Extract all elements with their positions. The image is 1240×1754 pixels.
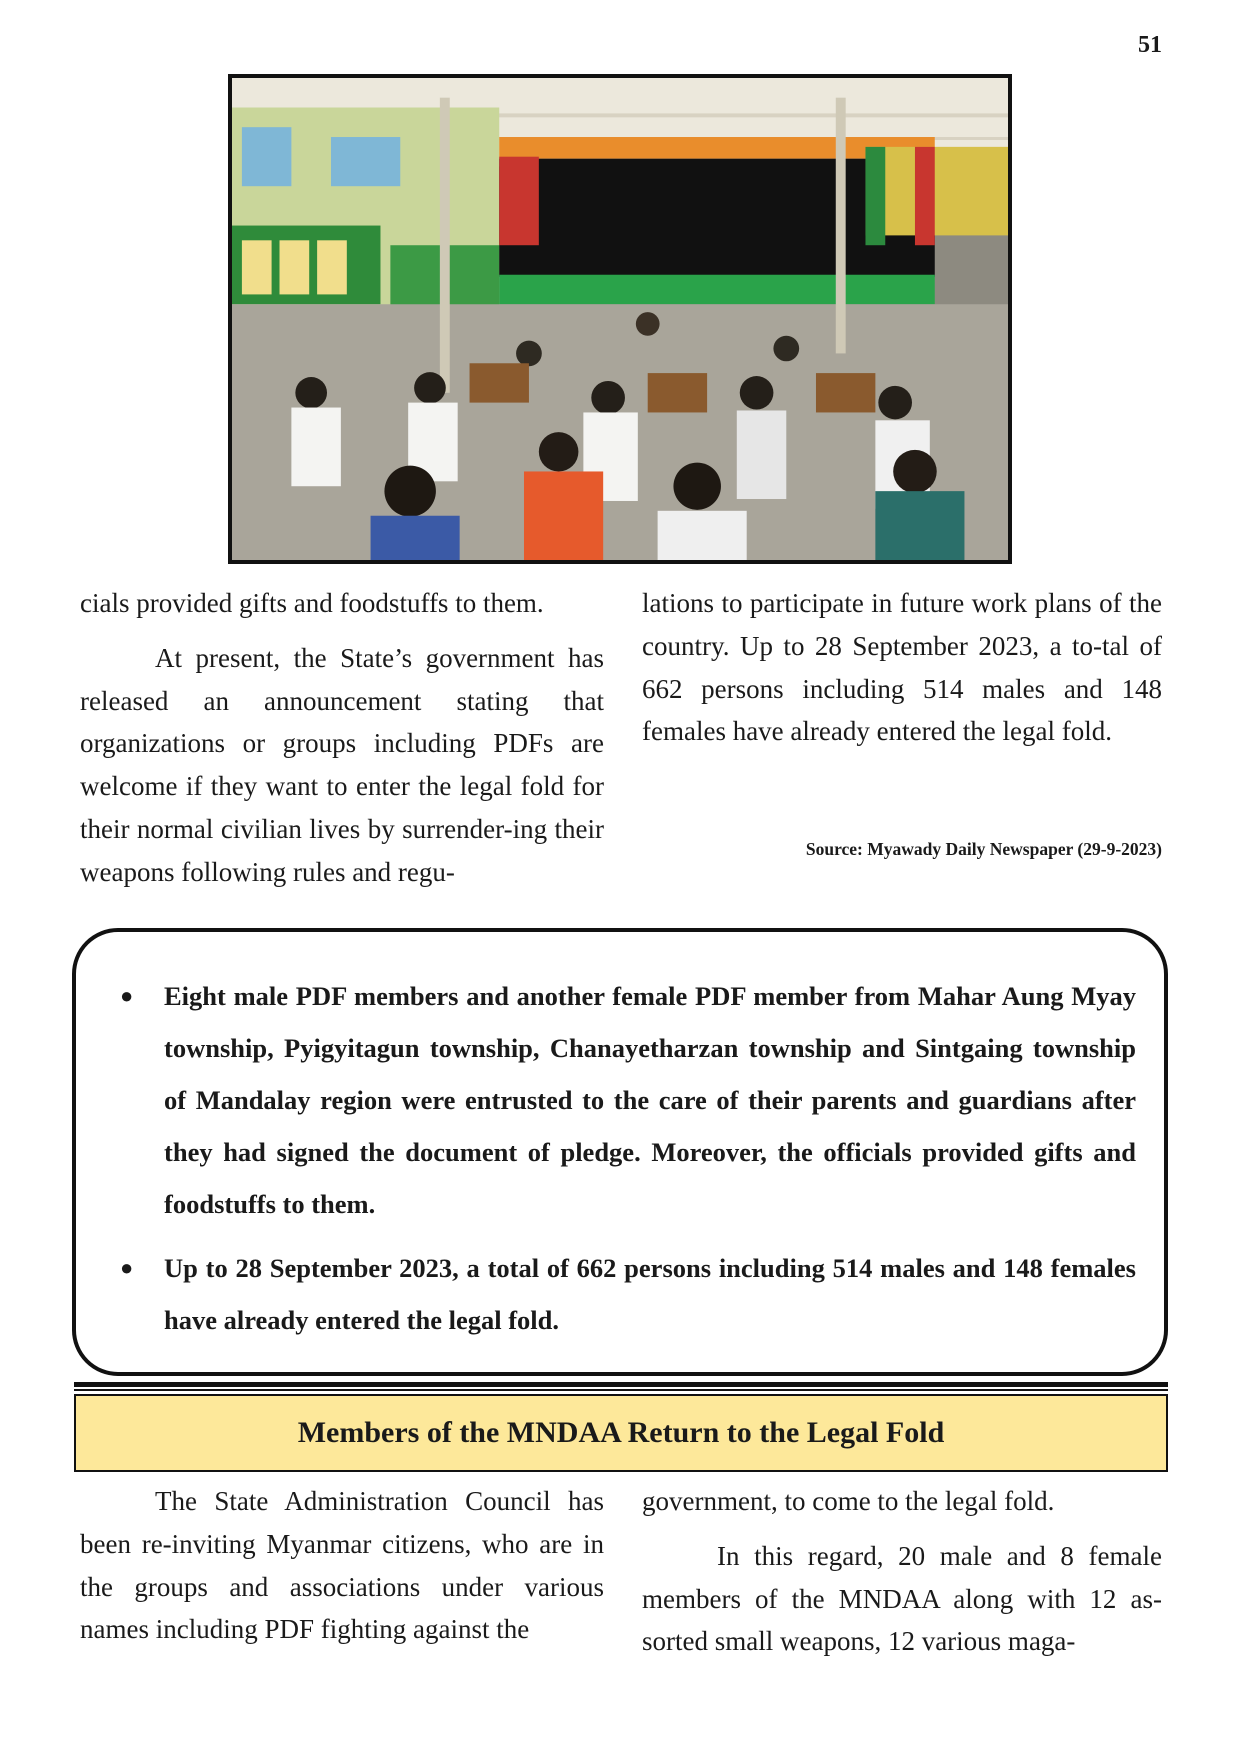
top-right-column [642,582,1162,753]
page-number: 51 [1138,32,1162,58]
paragraph: cials provided gifts and foodstuffs to them. [80,588,544,618]
summary-bullet-text: Up to 28 September 2023, a total of 662 persons including 514 males and 148 females have already entered the legal fold. [164,1253,1136,1335]
summary-bullet [120,970,1136,1230]
bullet-icon: ● [120,983,134,1008]
top-left-column [80,582,604,894]
summary-bullet [120,1242,1136,1346]
section-divider [74,1382,1168,1387]
photo-illustration [232,78,1008,560]
source-citation: Source: Myawady Daily Newspaper (29-9-2023) [805,839,1162,859]
section-divider [74,1389,1168,1391]
paragraph: In this regard, 20 male and 8 female members of the MNDAA along with 12 as-sorted small weapons, 12 various maga- [642,1540,1162,1657]
paragraph: At present, the State’s government has released an announcement stating that organizations or groups including PDFs are welcome if they want to enter the legal fold for their normal civilian lives by surrender-ing their weapons following rules and regu- [80,642,604,887]
summary-bullet-list [120,970,1136,1346]
summary-box [72,928,1168,1376]
meeting-hall-photo [228,74,1012,564]
paragraph: lations to participate in future work plans of the country. Up to 28 September 2023, a to-tal of 662 persons including 514 males and 148 females have already entered the legal fold. [642,588,1162,747]
summary-bullet-text: Eight male PDF members and another female PDF member from Mahar Aung Myay township, Pyigyitagun township, Chanayetharzan township and Sintgaing township of Mandalay region were entrusted to the care of their parents and guardians after they had signed the document of pledge. Moreover, the officials provided gifts and foodstuffs to them. [164,981,1136,1219]
bullet-icon: ● [120,1255,134,1280]
section-title: Members of the MNDAA Return to the Legal Fold [74,1394,1168,1472]
bottom-left-column [80,1480,604,1651]
paragraph: government, to come to the legal fold. [642,1486,1055,1516]
bottom-right-column [642,1480,1162,1663]
paragraph: The State Administration Council has been re-inviting Myanmar citizens, who are in the groups and associations under various names including PDF fighting against the [80,1486,604,1645]
